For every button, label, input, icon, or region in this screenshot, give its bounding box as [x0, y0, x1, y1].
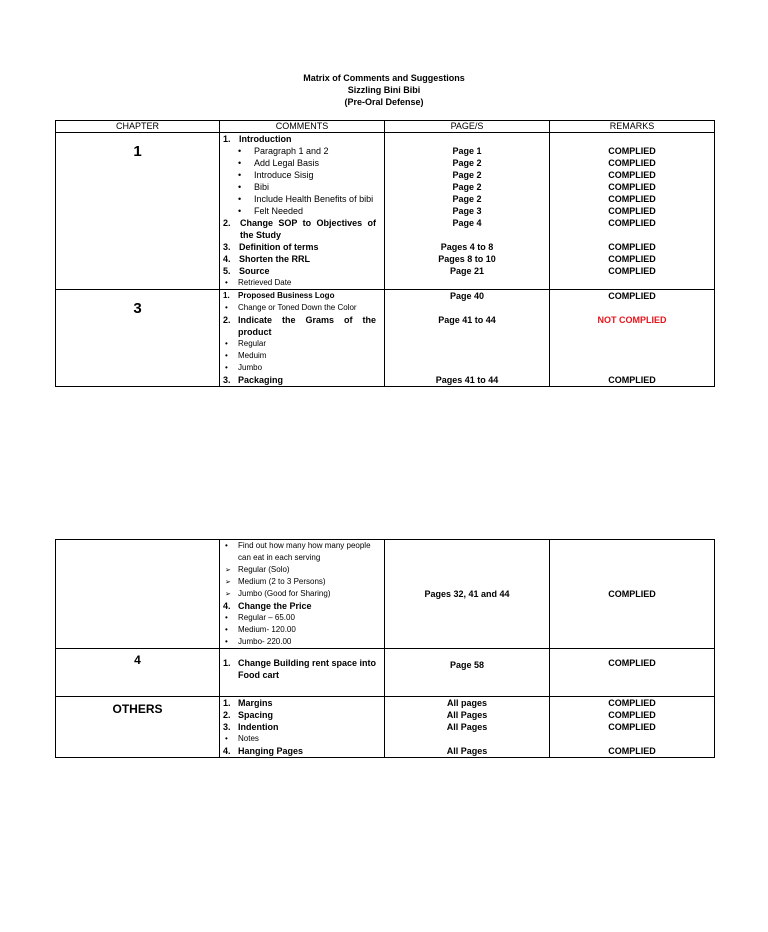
table-row-others	[56, 697, 715, 758]
comment-subitem: Change or Toned Down the Color	[238, 303, 357, 312]
comment-item: Packaging	[238, 375, 284, 385]
remarks-cell	[550, 290, 715, 387]
page-ref: Page 3	[452, 206, 482, 216]
remark-status: COMPLIED	[608, 254, 656, 264]
page-ref: Page 2	[452, 170, 482, 180]
comment-subitem: Jumbo	[238, 363, 263, 372]
comment-subitem: Felt Needed	[254, 206, 304, 216]
comment-item: Spacing	[238, 710, 274, 720]
page-ref: Page 2	[452, 158, 482, 168]
remark-status: COMPLIED	[608, 710, 656, 720]
bullet-icon: •	[225, 541, 228, 550]
comment-item: Change the Price	[238, 601, 312, 611]
comment-item: Indention	[238, 722, 279, 732]
remarks-cell	[550, 697, 715, 758]
comment-subitem: Jumbo- 220.00	[238, 637, 292, 646]
remark-status: COMPLIED	[608, 206, 656, 216]
page-ref: Pages 4 to 8	[440, 242, 494, 252]
table-header-row	[56, 121, 715, 133]
document-header	[0, 72, 768, 108]
page-ref: Page 21	[449, 266, 485, 276]
remark-status: COMPLIED	[608, 182, 656, 192]
chapter-cell	[56, 133, 220, 290]
remark-status: COMPLIED	[608, 375, 656, 385]
comment-item: Margins	[238, 698, 273, 708]
page-ref: All Pages	[446, 722, 488, 732]
chapter-cell	[56, 697, 220, 758]
bullet-icon: •	[225, 613, 228, 622]
bullet-icon: •	[225, 363, 228, 372]
bullet-icon: •	[225, 637, 228, 646]
arrow-bullet-icon: ➢	[225, 579, 231, 586]
comment-item: Change Building rent space into Food cart	[238, 658, 377, 680]
header-chapter: CHAPTER	[56, 121, 220, 133]
page-ref: Page 40	[449, 291, 485, 301]
chapter-cell	[56, 649, 220, 697]
chapter-label: OTHERS	[112, 702, 163, 716]
chapter-number: 3	[133, 300, 142, 317]
table-row-chapter-3-continued	[56, 540, 715, 649]
remarks-cell	[550, 133, 715, 290]
remark-status: COMPLIED	[608, 218, 656, 228]
comments-cell: 1. Proposed Business Logo • Change or Toned Down the Color 2. Indicate the Grams of the product • Regular • Meduim • Jumbo 3. Packaging	[220, 290, 385, 387]
remarks-cell	[550, 649, 715, 697]
remark-status: COMPLIED	[608, 746, 656, 756]
remark-status: COMPLIED	[608, 722, 656, 732]
bullet-icon: •	[238, 158, 242, 168]
bullet-icon: •	[238, 206, 242, 216]
bullet-icon: •	[225, 625, 228, 634]
header-comments: COMMENTS	[220, 121, 385, 133]
comment-item: Definition of terms	[239, 242, 319, 252]
chapter-cell	[56, 290, 220, 387]
comment-subitem: Medium- 120.00	[238, 625, 296, 634]
comments-cell: 1. Margins 2. Spacing 3. Indention • Notes 4. Hanging Pages	[220, 697, 385, 758]
chapter-number: 4	[134, 653, 141, 667]
bullet-icon: •	[225, 351, 228, 360]
document-note: (Pre-Oral Defense)	[344, 97, 424, 107]
comment-item: Introduction	[239, 134, 292, 144]
bullet-icon: •	[238, 170, 242, 180]
pages-cell	[385, 133, 550, 290]
remark-status: COMPLIED	[608, 158, 656, 168]
comments-matrix-table-continued	[55, 539, 715, 758]
table-row-chapter-3	[56, 290, 715, 387]
page-ref: Pages 41 to 44	[435, 375, 499, 385]
comment-subitem: Include Health Benefits of bibi	[254, 194, 374, 204]
remark-status: COMPLIED	[608, 194, 656, 204]
page-ref: Pages 8 to 10	[438, 254, 496, 264]
comment-subitem: Paragraph 1 and 2	[254, 146, 329, 156]
remarks-cell	[550, 540, 715, 649]
pages-cell	[385, 540, 550, 649]
table-row-chapter-1	[56, 133, 715, 290]
comment-item: Shorten the RRL	[239, 254, 310, 264]
remark-status: COMPLIED	[608, 698, 656, 708]
remark-status: COMPLIED	[608, 589, 656, 599]
comment-item: Change SOP to Objectives of the Study	[240, 218, 376, 240]
page-ref: All Pages	[446, 710, 488, 720]
comment-subitem: Regular – 65.00	[238, 613, 295, 622]
comment-subitem: Find out how many how many people can eat in each serving	[238, 541, 371, 562]
document-subtitle: Sizzling Bini Bibi	[347, 85, 421, 95]
comment-subitem: Add Legal Basis	[254, 158, 320, 168]
remark-status: COMPLIED	[608, 291, 656, 301]
pages-cell	[385, 697, 550, 758]
bullet-icon: •	[225, 278, 228, 287]
page-ref: Page 1	[452, 146, 482, 156]
page-ref: Page 2	[452, 194, 482, 204]
pages-cell	[385, 649, 550, 697]
bullet-icon: •	[238, 146, 242, 156]
page-ref: Pages 32, 41 and 44	[424, 589, 510, 599]
remark-status: COMPLIED	[608, 242, 656, 252]
comment-subitem: Regular (Solo)	[238, 565, 290, 574]
arrow-bullet-icon: ➢	[225, 567, 231, 574]
table-row-chapter-4	[56, 649, 715, 697]
comment-subitem: Jumbo (Good for Sharing)	[238, 589, 331, 598]
comments-cell: • Find out how many how many people can eat in each serving ➢ Regular (Solo) ➢ Medium (2 to 3 Persons) ➢ Jumbo (Good for Sharing) 4. Change the Price • Regular – 65.00 • Medium- 120.00 • Jumbo- 220.00	[220, 540, 385, 649]
page-ref: All Pages	[446, 746, 488, 756]
comment-subitem: Introduce Sisig	[254, 170, 314, 180]
remark-status-not-complied: NOT COMPLIED	[597, 315, 667, 325]
comment-item: Proposed Business Logo	[238, 291, 335, 300]
comment-subitem: Bibi	[254, 182, 270, 192]
page-ref: Page 2	[452, 182, 482, 192]
comments-cell: 1. Change Building rent space into Food cart	[220, 649, 385, 697]
bullet-icon: •	[225, 339, 228, 348]
comment-subitem: Medium (2 to 3 Persons)	[238, 577, 326, 586]
chapter-number: 1	[133, 143, 142, 160]
comment-subitem: Notes	[238, 734, 259, 743]
bullet-icon: •	[225, 303, 228, 312]
comment-item: Hanging Pages	[238, 746, 304, 756]
remark-status: COMPLIED	[608, 170, 656, 180]
header-remarks: REMARKS	[550, 121, 715, 133]
bullet-icon: •	[238, 194, 242, 204]
arrow-bullet-icon: ➢	[225, 591, 231, 598]
remark-status: COMPLIED	[608, 266, 656, 276]
page-ref: Page 4	[452, 218, 482, 228]
comment-subitem: Retrieved Date	[238, 278, 292, 287]
document-title: Matrix of Comments and Suggestions	[303, 73, 465, 83]
page-ref: Page 41 to 44	[438, 315, 496, 325]
remark-status: COMPLIED	[608, 658, 656, 668]
comment-item: Source	[239, 266, 270, 276]
bullet-icon: •	[238, 182, 242, 192]
pages-cell	[385, 290, 550, 387]
comment-subitem: Meduim	[238, 351, 267, 360]
bullet-icon: •	[225, 734, 228, 743]
comment-item: Indicate the Grams of the product	[238, 315, 376, 337]
comments-matrix-table	[55, 120, 715, 387]
comment-subitem: Regular	[238, 339, 267, 348]
chapter-cell	[56, 540, 220, 649]
remark-status: COMPLIED	[608, 146, 656, 156]
page-ref: All pages	[446, 698, 487, 708]
header-pages: PAGE/S	[385, 121, 550, 133]
comments-cell: 1. Introduction • Paragraph 1 and 2 • Add Legal Basis • Introduce Sisig • Bibi • Include Health Benefits of bibi • Felt Needed 2. Change SOP to Objectives of the Study 3. Definition of terms 4. Shorten the RRL 5. Source • Retrieved Date	[220, 133, 385, 290]
page-ref: Page 58	[449, 660, 485, 670]
